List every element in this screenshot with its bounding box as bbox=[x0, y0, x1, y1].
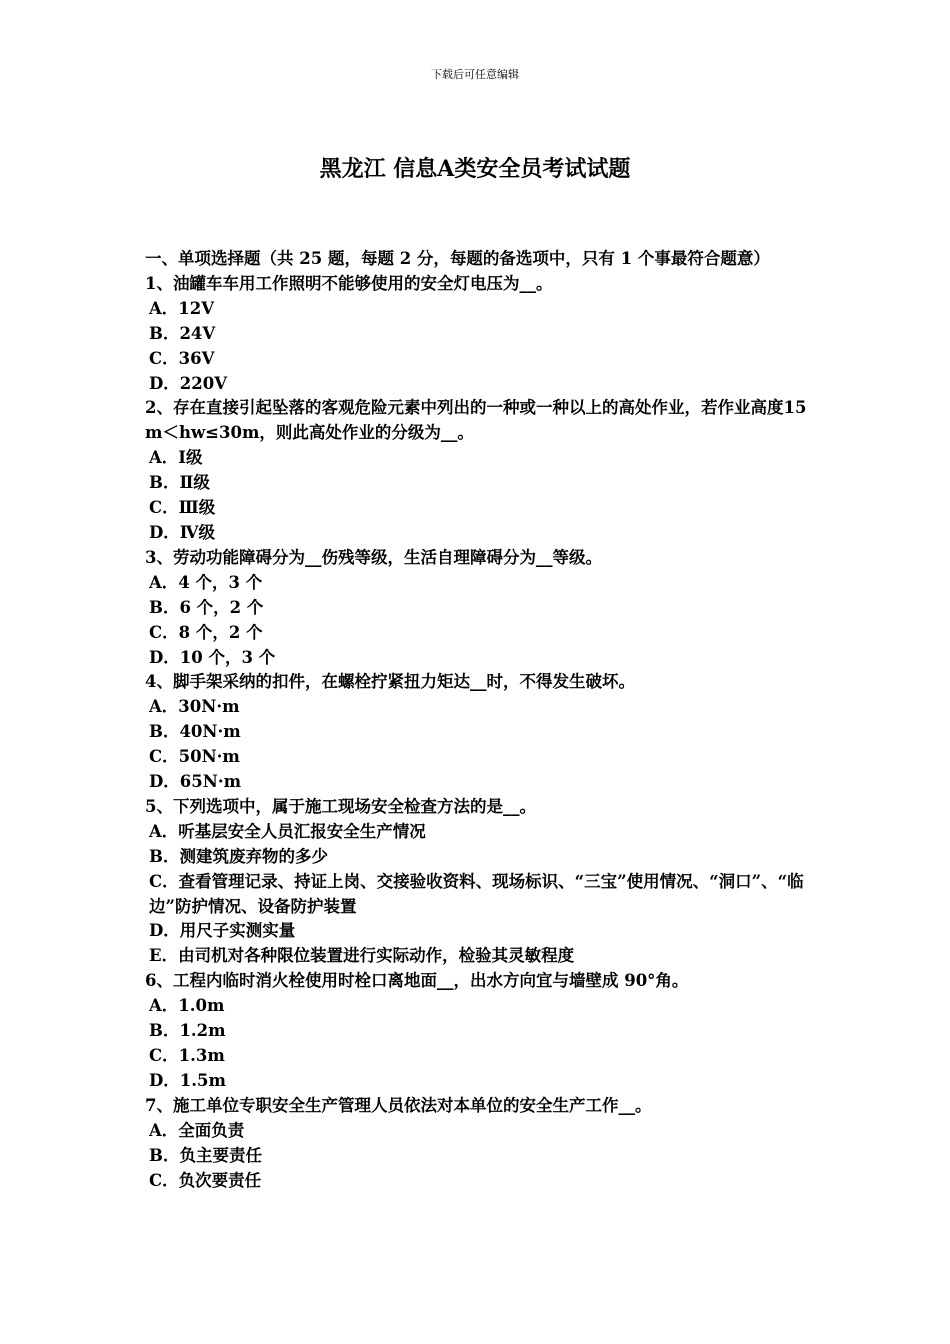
answer-option: B．6 个，2 个 bbox=[149, 597, 264, 617]
exam-content bbox=[145, 247, 813, 1193]
question-stem: 6、工程内临时消火栓使用时栓口离地面__，出水方向宜与墙壁成 90°角。 bbox=[145, 971, 689, 991]
answer-option: C．负次要责任 bbox=[149, 1170, 262, 1190]
answer-option: C．1.3m bbox=[149, 1046, 225, 1065]
section-heading: 一、单项选择题（共 25 题，每题 2 分，每题的备选项中，只有 1 个事最符合题意） bbox=[145, 249, 770, 268]
answer-option: C．50N·m bbox=[149, 747, 240, 767]
answer-option: B．24V bbox=[149, 323, 216, 343]
answer-option: B．1.2m bbox=[149, 1021, 226, 1041]
question-list bbox=[145, 272, 813, 1194]
question-stem: 5、下列选项中，属于施工现场安全检查方法的是__。 bbox=[145, 796, 536, 816]
answer-option: D．65N·m bbox=[149, 772, 242, 792]
answer-option: C．Ⅲ级 bbox=[149, 498, 216, 518]
header-note: 下载后可任意编辑 bbox=[431, 68, 519, 81]
answer-option: C．查看管理记录、持证上岗、交接验收资料、现场标识、“三宝”使用情况、“洞口”、“临边”防护情况、设备防护装置 bbox=[149, 871, 804, 916]
answer-option: A．听基层安全人员汇报安全生产情况 bbox=[149, 821, 426, 841]
question-3 bbox=[145, 546, 813, 671]
question-6 bbox=[145, 969, 813, 1094]
answer-option: B．Ⅱ级 bbox=[149, 473, 210, 493]
answer-option: E．由司机对各种限位装置进行实际动作，检验其灵敏程度 bbox=[149, 946, 575, 966]
answer-option: B．测建筑废弃物的多少 bbox=[149, 846, 328, 866]
question-1 bbox=[145, 272, 813, 397]
answer-option: D．220V bbox=[149, 373, 228, 393]
answer-option: B．40N·m bbox=[149, 722, 241, 742]
answer-option: D．Ⅳ级 bbox=[149, 522, 216, 542]
question-stem: 7、施工单位专职安全生产管理人员依法对本单位的安全生产工作__。 bbox=[145, 1095, 652, 1115]
answer-option: D．10 个，3 个 bbox=[149, 647, 276, 667]
answer-option: A．12V bbox=[149, 298, 215, 318]
question-4 bbox=[145, 670, 813, 795]
answer-option: A．4 个，3 个 bbox=[149, 572, 263, 592]
answer-option: D．用尺子实测实量 bbox=[149, 921, 296, 941]
answer-option: D．1.5m bbox=[149, 1070, 226, 1090]
question-7 bbox=[145, 1094, 813, 1194]
answer-option: A．全面负责 bbox=[149, 1120, 245, 1140]
question-stem: 4、脚手架采纳的扣件，在螺栓拧紧扭力矩达__时，不得发生破坏。 bbox=[145, 672, 635, 692]
question-stem: 3、劳动功能障碍分为__伤残等级，生活自理障碍分为__等级。 bbox=[145, 547, 602, 567]
answer-option: B．负主要责任 bbox=[149, 1145, 262, 1165]
answer-option: A．1.0m bbox=[149, 996, 225, 1016]
question-stem: 2、存在直接引起坠落的客观危险元素中列出的一种或一种以上的高处作业，若作业高度15m＜hw≤30m，则此高处作业的分级为__。 bbox=[145, 398, 807, 443]
answer-option: A．Ⅰ级 bbox=[149, 448, 203, 468]
question-5 bbox=[145, 795, 813, 969]
answer-option: C．8 个，2 个 bbox=[149, 622, 263, 642]
question-stem: 1、油罐车车用工作照明不能够使用的安全灯电压为__。 bbox=[145, 273, 553, 293]
answer-option: C．36V bbox=[149, 348, 215, 368]
document-title: 黑龙江 信息A类安全员考试试题 bbox=[319, 156, 631, 182]
question-2 bbox=[145, 396, 813, 545]
answer-option: A．30N·m bbox=[149, 697, 240, 717]
